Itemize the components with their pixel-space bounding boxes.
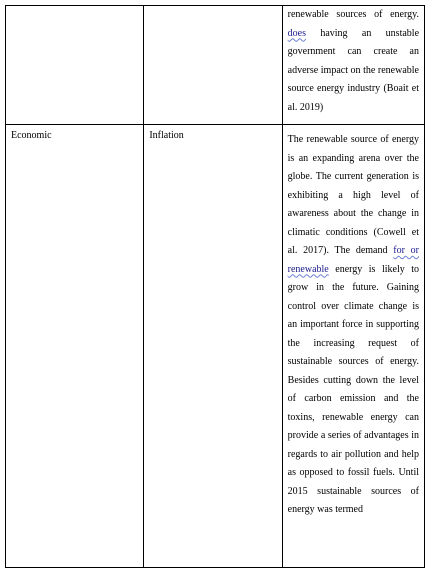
row2-description-paragraph <box>283 125 424 520</box>
category-label: Economic <box>11 130 52 141</box>
row1-description-lead: renewable sources of energy. <box>287 9 419 20</box>
row1-category-cell <box>6 6 144 125</box>
grammar-flagged-word[interactable]: does <box>287 27 306 39</box>
row2-description-part1: The renewable source of energy is an expanding arena over the globe. The current generation is exhibiting a high level of awareness about the change in climatic conditions (Cowell et al. 2017). The demand <box>287 134 419 256</box>
row1-description-paragraph <box>283 6 424 117</box>
row2-category-cell <box>6 125 144 568</box>
table-row <box>6 125 425 568</box>
row1-factor-cell <box>144 6 282 125</box>
row1-description-cell <box>282 6 424 125</box>
row2-factor-cell <box>144 125 282 568</box>
row1-description-rest: having an unstable government can create an adverse impact on the renewable source energy industry (Boait et al. 2019) <box>287 27 420 113</box>
row1-factor-text <box>144 6 281 8</box>
table-row <box>6 6 425 125</box>
factor-label: Inflation <box>149 130 184 141</box>
row2-description-part2: energy is likely to grow in the future. Gaining control over climate change is an important force in supporting the increasing request of sustainable sources of energy. Besides cutting down the level of carbon emission and the toxins, renewable energy can provide a series of advantages in regards to air pollution and help as opposed to fossil fuels. Until 2015 sustainable sources of energy was termed <box>287 263 419 515</box>
grammar-flagged-phrase[interactable]: for or renewable <box>287 245 419 275</box>
row2-description-cell <box>282 125 424 568</box>
row1-category-text <box>6 6 143 8</box>
analysis-table <box>5 5 425 568</box>
